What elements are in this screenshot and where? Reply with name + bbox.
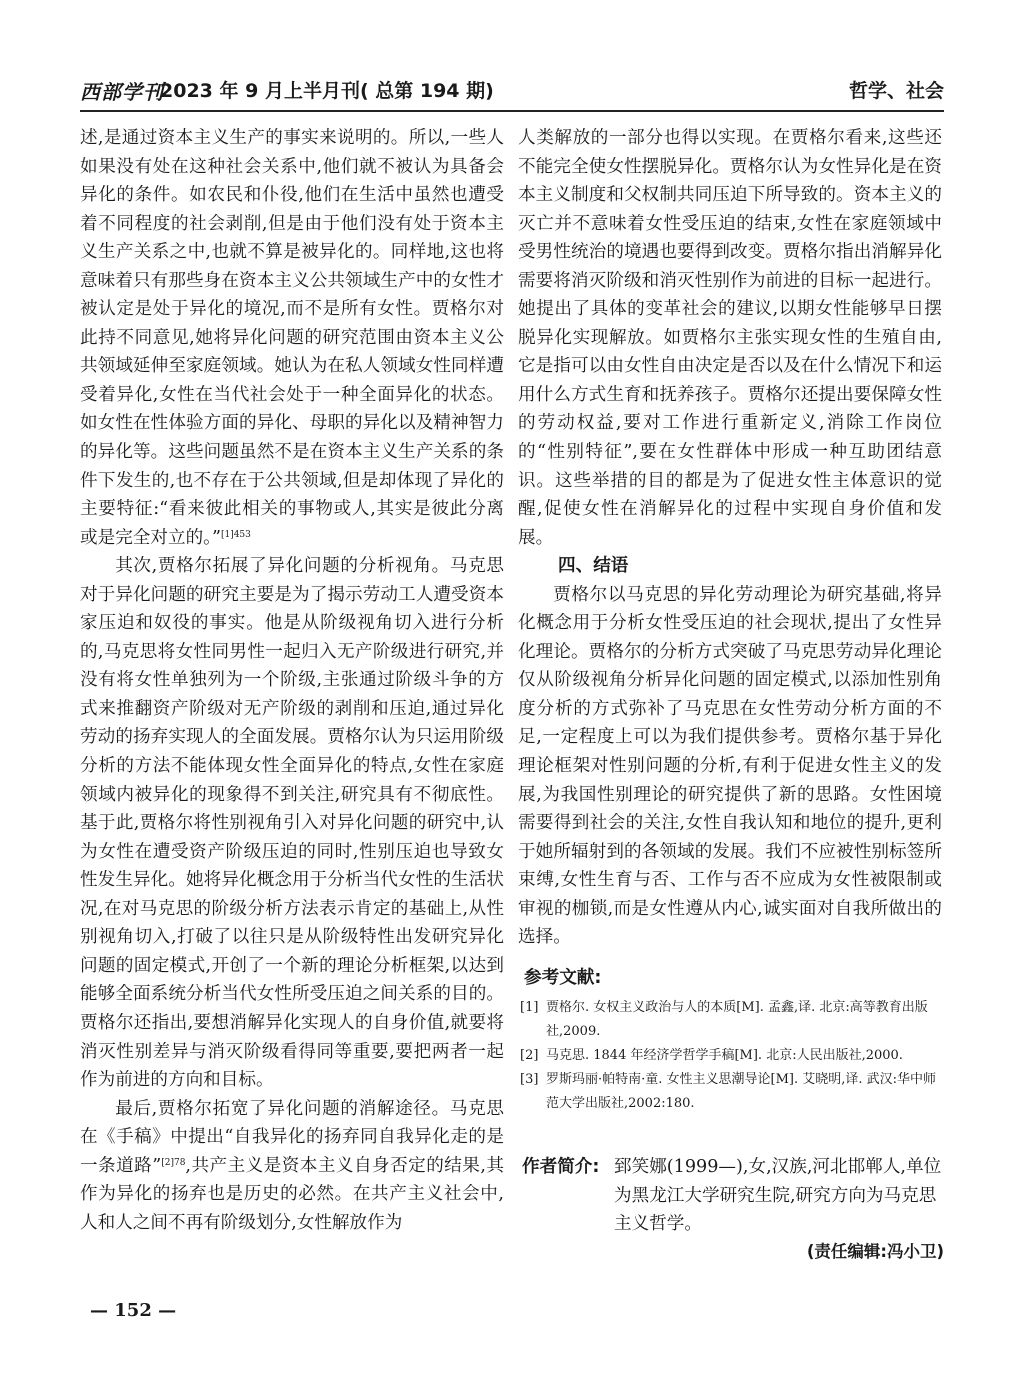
reference-number: [2]	[520, 1048, 539, 1063]
reference-item	[520, 996, 944, 1044]
page-number: — 152 —	[90, 1300, 177, 1321]
reference-text: 贾格尔. 女权主义政治与人的本质[M]. 孟鑫,译. 北京:高等教育出版社,2009.	[546, 1000, 928, 1039]
running-header	[80, 70, 944, 112]
journal-logo: 西部学刊	[80, 80, 164, 104]
left-column	[80, 124, 504, 1237]
paragraph: 贾格尔以马克思的异化劳动理论为研究基础,将异化概念用于分析女性受压迫的社会现状,提出了女性异化理论。贾格尔的分析方式突破了马克思劳动异化理论仅从阶级视角分析异化问题的固定模式,以添加性别角度分析的方式弥补了马克思在女性劳动分析方面的不足,一定程度上可以为我们提供参考。贾格尔基于异化理论框架对性别问题的分析,有利于促进女性主义的发展,为我国性别理论的研究提供了新的思路。女性困境需要得到社会的关注,女性自我认知和地位的提升,更利于她所辐射到的各领域的发展。我们不应被性别标签所束缚,女性生育与否、工作与否不应成为女性被限制或审视的枷锁,而是女性遵从内心,诚实面对自我所做出的选择。	[518, 584, 942, 948]
reference-number: [1]	[520, 1000, 539, 1015]
citation: [2]78	[161, 1157, 186, 1168]
paragraph: 最后,贾格尔拓宽了异化问题的消解途径。马克思在《手稿》中提出“自我异化的扬弃同自我异化走的是一条道路”$^{[2]78}$,共产主义是资本主义自身否定的结果,其作为异化的扬弃也是历史的必然。在共产主义社会中,人和人之间不再有阶级划分,女性解放作为	[80, 1098, 504, 1233]
paragraph: 其次,贾格尔拓展了异化问题的分析视角。马克思对于异化问题的研究主要是为了揭示劳动工人遭受资本家压迫和奴役的事实。他是从阶级视角切入进行分析的,马克思将女性同男性一起归入无产阶级进行研究,并没有将女性单独列为一个阶级,主张通过阶级斗争的方式来推翻资产阶级对无产阶级的剥削和压迫,通过异化劳动的扬弃实现人的全面发展。贾格尔认为只运用阶级分析的方法不能体现女性全面异化的特点,女性在家庭领域内被异化的现象得不到关注,研究具有不彻底性。基于此,贾格尔将性别视角引入对异化问题的研究中,认为女性在遭受资产阶级压迫的同时,性别压迫也导致女性发生异化。她将异化概念用于分析当代女性的生活状况,在对马克思的阶级分析方法表示肯定的基础上,从性别视角切入,打破了以往只是从阶级特性出发研究异化问题的固定模式,开创了一个新的理论分析框架,以达到能够全面系统分析当代女性所受压迫之间关系的目的。贾格尔还指出,要想消解异化实现人的自身价值,就要将消灭性别差异与消灭阶级看得同等重要,要把两者一起作为前进的方向和目标。	[80, 556, 504, 1091]
author-bio-text: 郅笑娜(1999—),女,汉族,河北邯郸人,单位为黑龙江大学研究生院,研究方向为马克思主义哲学。	[614, 1157, 942, 1234]
reference-item	[520, 1068, 944, 1116]
references-title: 参考文献:	[524, 968, 602, 988]
section-name: 哲学、社会	[848, 80, 944, 102]
paragraph: 人类解放的一部分也得以实现。在贾格尔看来,这些还不能完全使女性摆脱异化。贾格尔认为女性异化是在资本主义制度和父权制共同压迫下所导致的。资本主义的灭亡并不意味着女性受压迫的结束,女性在家庭领域中受男性统治的境遇也要得到改变。贾格尔指出消解异化需要将消灭阶级和消灭性别作为前进的目标一起进行。她提出了具体的变革社会的建议,以期女性能够早日摆脱异化实现解放。如贾格尔主张实现女性的生殖自由,它是指可以由女性自由决定是否以及在什么情况下和运用什么方式生育和抚养孩子。贾格尔还提出要保障女性的劳动权益,要对工作进行重新定义,消除工作岗位的“性别特征”,要在女性群体中形成一种互助团结意识。这些举措的目的都是为了促进女性主体意识的觉醒,促使女性在消解异化的过程中实现自身价值和发展。	[518, 128, 942, 548]
responsible-editor: (责任编辑:冯小卫)	[806, 1242, 944, 1261]
journal-issue: 2023 年 9 月上半月刊( 总第 194 期)	[160, 80, 494, 102]
reference-text: 罗斯玛丽·帕特南·童. 女性主义思潮导论[M]. 艾晓明,译. 武汉:华中师范大学出版社,2002:180.	[546, 1072, 937, 1111]
right-column	[518, 124, 942, 952]
author-bio	[522, 1153, 944, 1239]
reference-item	[520, 1044, 944, 1068]
section-heading: 四、结语	[558, 556, 629, 577]
paragraph: 述,是通过资本主义生产的事实来说明的。所以,一些人如果没有处在这种社会关系中,他们就不被认为具备会异化的条件。如农民和仆役,他们在生活中虽然也遭受着不同程度的社会剥削,但是由于他们没有处于资本主义生产关系之中,也就不算是被异化的。同样地,这也将意味着只有那些身在资本主义公共领域生产中的女性才被认定是处于异化的境况,而不是所有女性。贾格尔对此持不同意见,她将异化问题的研究范围由资本主义公共领域延伸至家庭领域。她认为在私人领域女性同样遭受着异化,女性在当代社会处于一种全面异化的状态。如女性在性体验方面的异化、母职的异化以及精神智力的异化等。这些问题虽然不是在资本主义生产关系的条件下发生的,也不存在于公共领域,但是却体现了异化的主要特征:“看来彼此相关的事物或人,其实是彼此分离或是完全对立的。”$^{[1]453}$	[80, 128, 504, 548]
references-list	[520, 996, 944, 1116]
reference-text: 马克思. 1844 年经济学哲学手稿[M]. 北京:人民出版社,2000.	[546, 1048, 903, 1063]
author-bio-label: 作者简介:	[522, 1157, 600, 1177]
reference-number: [3]	[520, 1072, 539, 1087]
citation: [1]453	[220, 529, 251, 540]
